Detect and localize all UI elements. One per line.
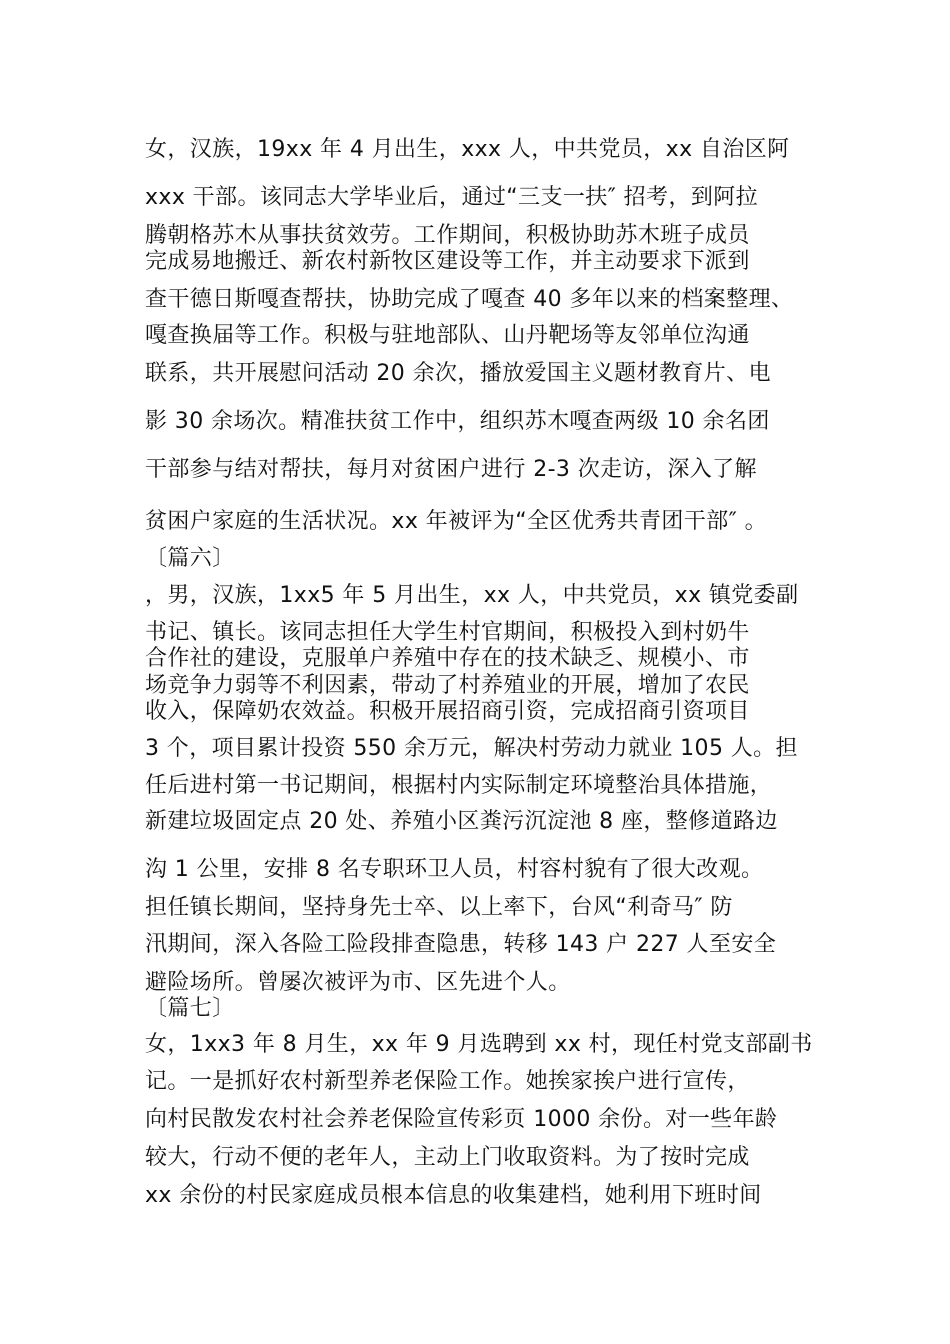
- text-line-19: 沟 1 公里，安排 8 名专职环卫人员，村容村貌有了很大改观。: [145, 857, 764, 882]
- text-line-14: 场竞争力弱等不利因素，带动了村养殖业的开展，增加了农民: [145, 673, 750, 698]
- text-line-20: 担任镇长期间，坚持身先士卒、以上率下，台风“利奇马″ 防: [145, 895, 733, 920]
- text-line-9: 干部参与结对帮扶，每月对贫困户进行 2-3 次走访，深入了解: [145, 457, 757, 482]
- text-line-3: 腾朝格苏木从事扶贫效劳。工作期间，积极协助苏木班子成员: [145, 223, 750, 248]
- text-line-23: 女，1xx3 年 8 月生，xx 年 9 月选聘到 xx 村，现任村党支部副书: [145, 1032, 813, 1057]
- text-line-26: 较大，行动不便的老年人，主动上门收取资料。为了按时完成: [145, 1145, 750, 1170]
- text-line-4: 完成易地搬迁、新农村新牧区建设等工作，并主动要求下派到: [145, 249, 750, 274]
- text-line-12: 书记、镇长。该同志担任大学生村官期间，积极投入到村奶牛: [145, 620, 750, 645]
- text-line-7: 联系，共开展慰问活动 20 余次，播放爱国主义题材教育片、电: [145, 361, 771, 386]
- text-line-18: 新建垃圾固定点 20 处、养殖小区粪污沉淀池 8 座，整修道路边: [145, 809, 778, 834]
- text-line-24: 记。一是抓好农村新型养老保险工作。她挨家挨户进行宣传，: [145, 1069, 750, 1094]
- text-line-22: 避险场所。曾屡次被评为市、区先进个人。: [145, 970, 571, 995]
- text-line-13: 合作社的建设，克服单户养殖中存在的技术缺乏、规模小、市: [145, 646, 750, 671]
- text-line-10: 贫困户家庭的生活状况。xx 年被评为“全区优秀共青团干部″ 。: [145, 509, 768, 534]
- text-line-27: xx 余份的村民家庭成员根本信息的收集建档，她利用下班时间: [145, 1183, 762, 1208]
- text-line-17: 任后进村第一书记期间，根据村内实际制定环境整治具体措施，: [145, 773, 773, 798]
- text-line-8: 影 30 余场次。精准扶贫工作中，组织苏木嘎查两级 10 余名团: [145, 409, 770, 434]
- section-heading-7: 〔篇七〕: [145, 996, 235, 1021]
- text-line-1: 女，汉族，19xx 年 4 月出生，xxx 人，中共党员，xx 自治区阿: [145, 137, 790, 162]
- text-line-21: 汛期间，深入各险工险段排查隐患，转移 143 户 227 人至安全: [145, 932, 777, 957]
- text-line-25: 向村民散发农村社会养老保险宣传彩页 1000 余份。对一些年龄: [145, 1107, 778, 1132]
- text-line-2: xxx 干部。该同志大学毕业后，通过“三支一扶″ 招考，到阿拉: [145, 185, 759, 210]
- text-line-5: 查干德日斯嘎查帮扶，协助完成了嘎查 40 多年以来的档案整理、: [145, 287, 794, 312]
- text-line-16: 3 个，项目累计投资 550 余万元，解决村劳动力就业 105 人。担: [145, 736, 798, 761]
- text-line-6: 嘎查换届等工作。积极与驻地部队、山丹靶场等友邻单位沟通: [145, 323, 750, 348]
- text-line-11: ，男，汉族，1xx5 年 5 月出生，xx 人，中共党员，xx 镇党委副: [145, 583, 799, 608]
- text-line-15: 收入，保障奶农效益。积极开展招商引资，完成招商引资项目: [145, 699, 750, 724]
- section-heading-6: 〔篇六〕: [145, 546, 235, 571]
